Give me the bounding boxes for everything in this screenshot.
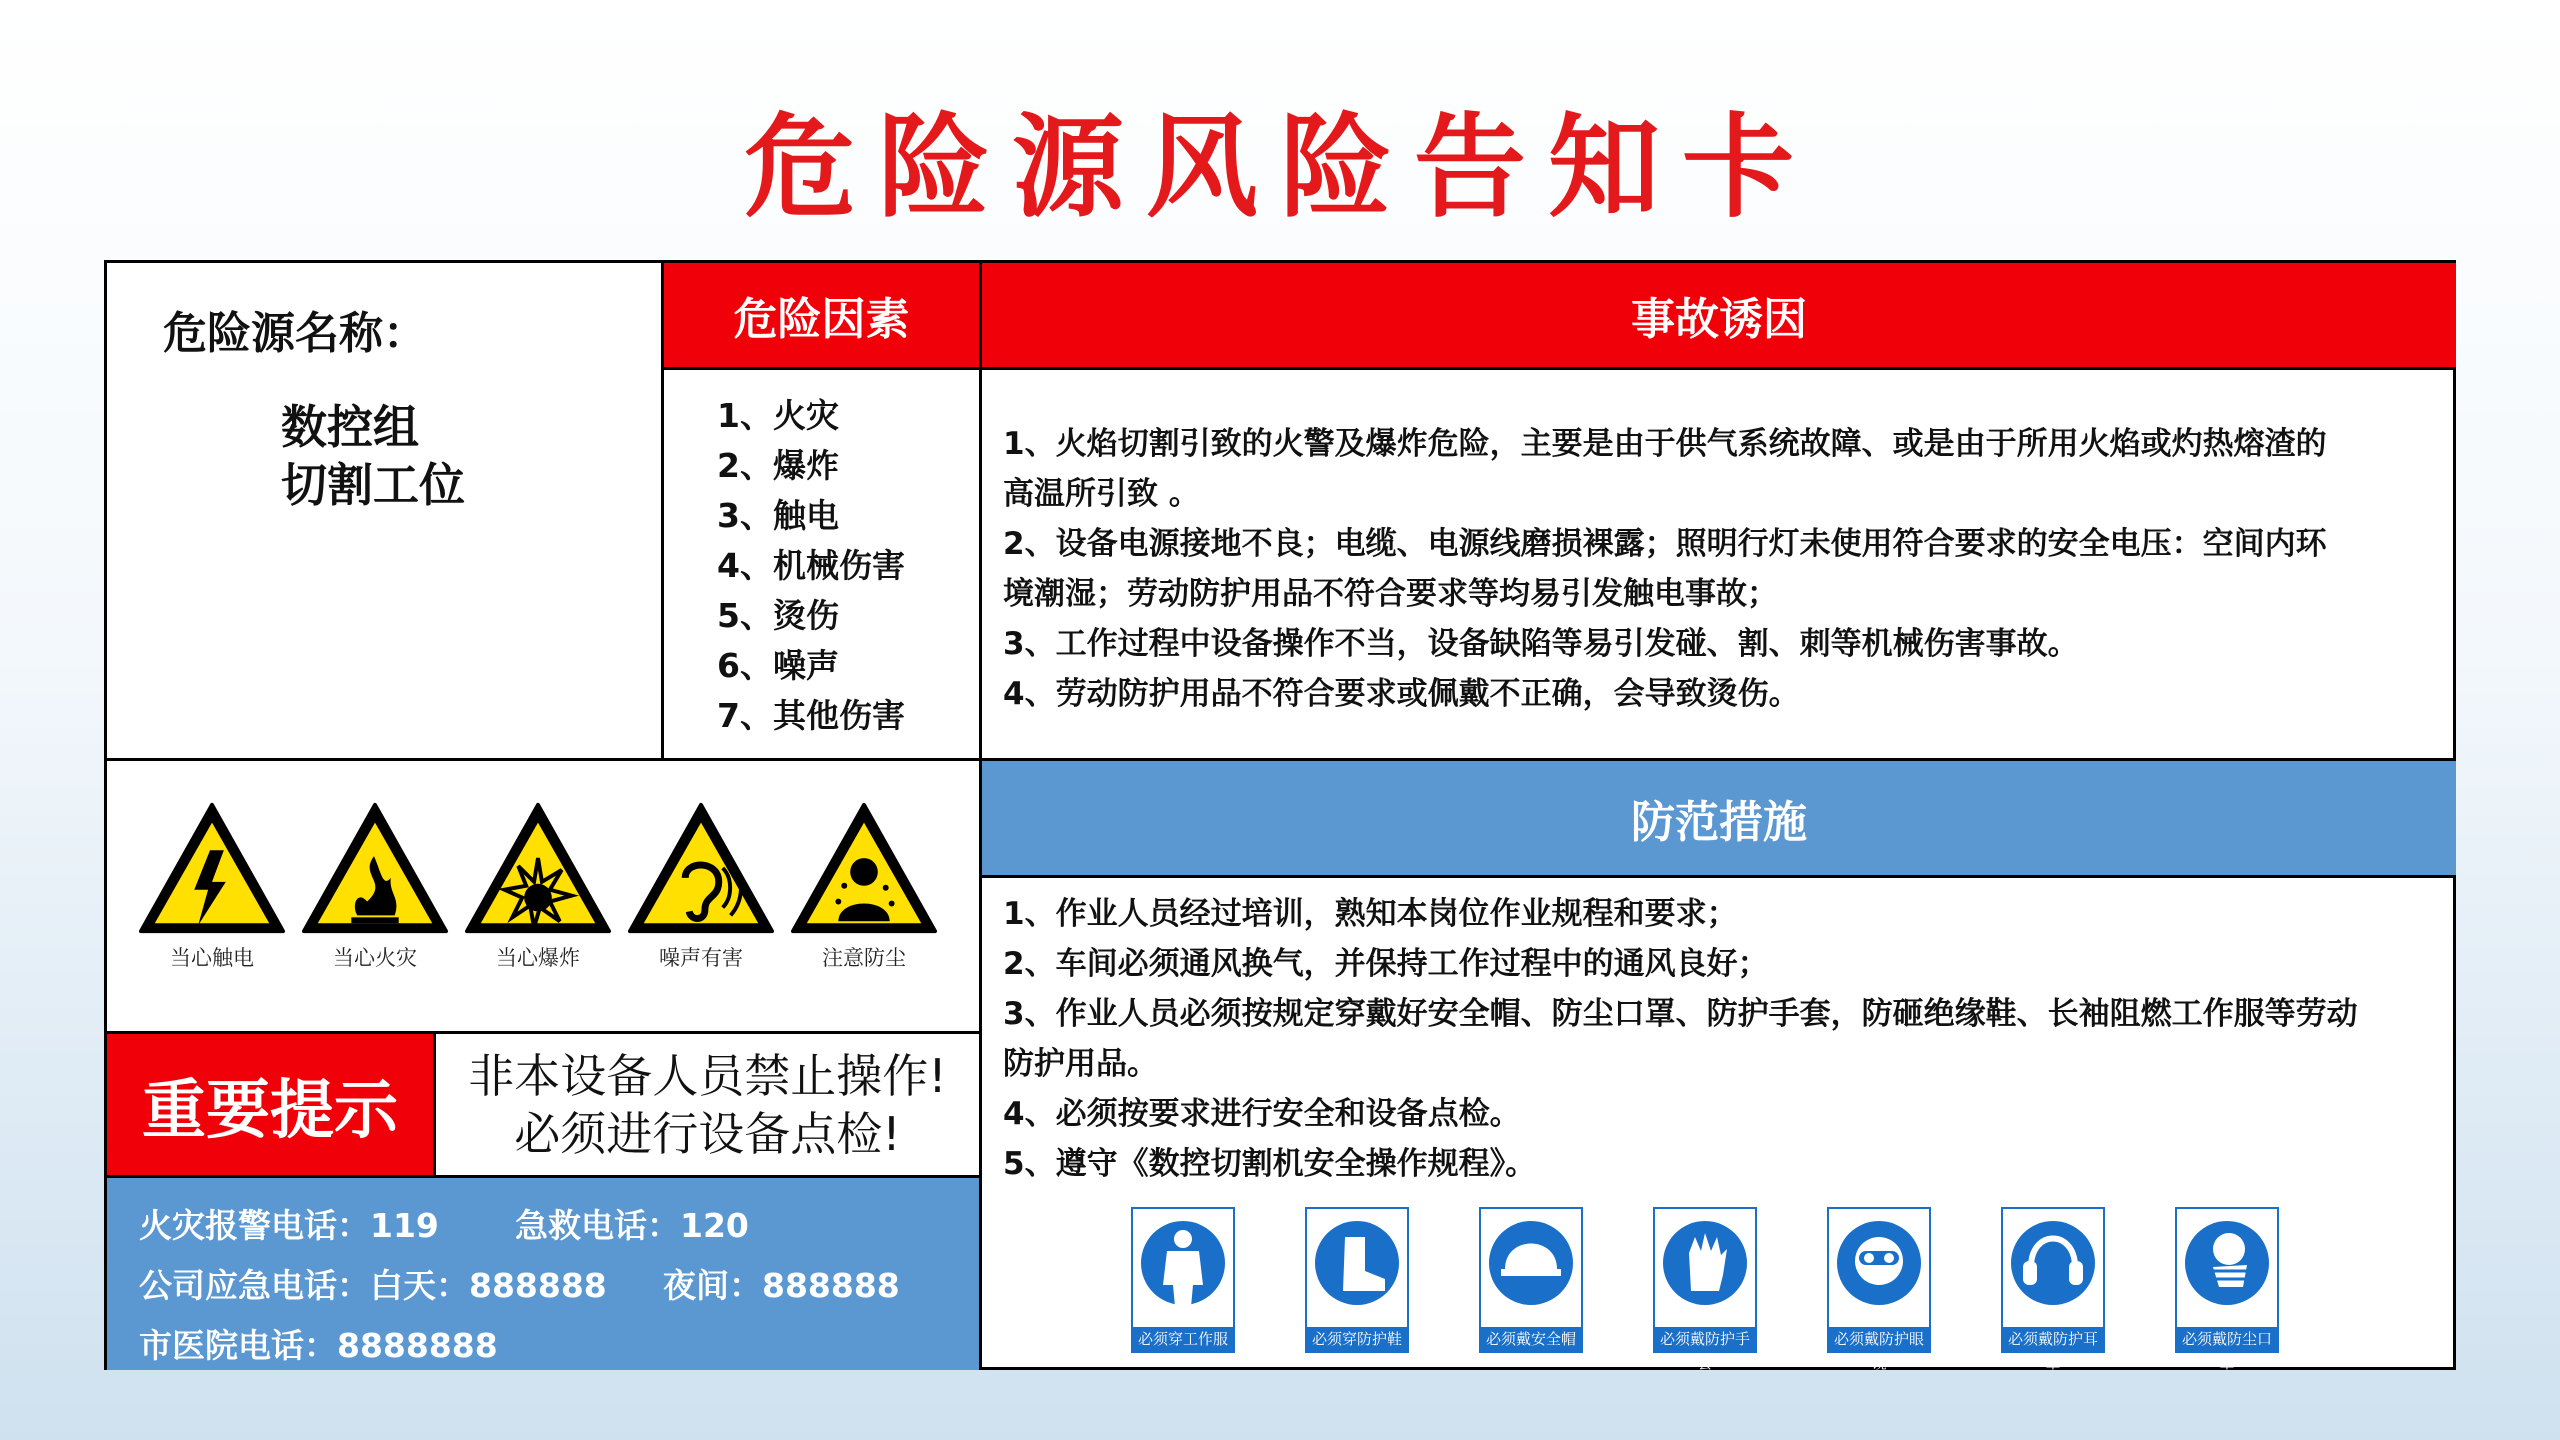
warning-sign-caption: 噪声有害 (659, 946, 743, 970)
text-line: 4、必须按要求进行安全和设备点检。 (1003, 1096, 1521, 1132)
hazard-source-name-line: 切割工位 (281, 458, 465, 512)
text-line: 3、触电 (717, 496, 839, 535)
contact-label: 公司应急电话： (139, 1266, 370, 1305)
contact-number: 8888888 (337, 1326, 498, 1365)
fire-icon (300, 798, 450, 938)
dust-icon (789, 798, 939, 938)
text-line: 4、劳动防护用品不符合要求或佩戴不正确，会导致烫伤。 (1003, 676, 1800, 712)
text-line: 6、噪声 (717, 646, 839, 685)
divider (661, 367, 2456, 370)
text-line: 5、遵守《数控切割机安全操作规程》。 (1003, 1146, 1537, 1182)
mandatory-sign-caption: 必须戴安全帽 (1481, 1327, 1581, 1351)
warning-sign-caption: 注意防尘 (822, 946, 906, 970)
warning-sign-caption: 当心火灾 (333, 946, 417, 970)
electric-shock-icon (137, 798, 287, 938)
notice-line: 必须进行设备点检! (514, 1106, 901, 1161)
text-line: 1、火灾 (717, 396, 839, 435)
text-line: 2、设备电源接地不良；电缆、电源线磨损裸露；照明行灯未使用符合要求的安全电压：空间内环 (1003, 526, 2327, 562)
company-emergency-phone (139, 1260, 607, 1307)
risk-factors-list (717, 391, 905, 741)
text-line: 7、其他伤害 (717, 696, 905, 735)
notice-line: 非本设备人员禁止操作! (468, 1048, 947, 1103)
prevention-text (1003, 889, 2443, 1189)
contacts-panel (107, 1178, 979, 1370)
hazard-source-label: 危险源名称： (163, 308, 427, 359)
contact-label: 火灾报警电话： (139, 1206, 370, 1245)
contact-label: 急救电话： (515, 1206, 680, 1245)
mandatory-sign (1827, 1207, 1931, 1372)
text-line: 1、火焰切割引致的火警及爆炸危险，主要是由于供气系统故障、或是由于所用火焰或灼热熔渣的 (1003, 426, 2327, 462)
mandatory-sign-caption: 必须戴防尘口罩 (2177, 1327, 2277, 1351)
contact-label: 夜间： (663, 1266, 762, 1305)
mandatory-sign (1305, 1207, 1409, 1353)
page-title: 危险源风险告知卡 (744, 103, 1816, 233)
text-line: 防护用品。 (1003, 1046, 1158, 1082)
contact-label: 白天： (370, 1266, 469, 1305)
safety-helmet-icon (1487, 1215, 1575, 1311)
contact-number: 120 (680, 1206, 749, 1245)
mandatory-sign (2001, 1207, 2105, 1372)
important-notice-text (436, 1034, 979, 1175)
text-line: 1、作业人员经过培训，熟知本岗位作业规程和要求； (1003, 896, 1738, 932)
contact-number: 888888 (762, 1266, 900, 1305)
warning-sign (626, 798, 776, 972)
hospital-phone (139, 1320, 498, 1367)
mandatory-sign (1653, 1207, 1757, 1372)
contact-number: 119 (370, 1206, 439, 1245)
text-line: 2、爆炸 (717, 446, 839, 485)
contact-number: 888888 (469, 1266, 607, 1305)
divider (979, 875, 2456, 878)
hazard-source-name (281, 398, 465, 514)
mandatory-sign-caption: 必须穿工作服 (1133, 1327, 1233, 1351)
protective-gloves-icon (1661, 1215, 1749, 1311)
contact-label: 市医院电话： (139, 1326, 337, 1365)
important-notice-label: 重要提示 (107, 1034, 433, 1175)
accident-causes-text (1003, 419, 2443, 719)
warning-sign (300, 798, 450, 972)
mandatory-sign (2175, 1207, 2279, 1372)
mandatory-signs-row (1131, 1207, 2371, 1372)
risk-card (104, 260, 2456, 1370)
warning-sign-caption: 当心触电 (170, 946, 254, 970)
mandatory-sign-caption: 必须穿防护鞋 (1307, 1327, 1407, 1351)
text-line: 5、烫伤 (717, 596, 839, 635)
hazard-source-name-line: 数控组 (281, 400, 419, 454)
noise-icon (626, 798, 776, 938)
mandatory-sign-caption: 必须戴防护耳罩 (2003, 1327, 2103, 1351)
risk-factors-header: 危险因素 (664, 263, 979, 367)
dust-mask-icon (2183, 1215, 2271, 1311)
mandatory-sign (1479, 1207, 1583, 1353)
text-line: 3、工作过程中设备操作不当，设备缺陷等易引发碰、割、刺等机械伤害事故。 (1003, 626, 2079, 662)
prevention-header: 防范措施 (982, 761, 2456, 875)
warning-sign (137, 798, 287, 972)
protective-boots-icon (1313, 1215, 1401, 1311)
mandatory-sign-caption: 必须戴防护眼镜 (1829, 1327, 1929, 1351)
warning-signs-row (137, 798, 967, 1008)
text-line: 3、作业人员必须按规定穿戴好安全帽、防尘口罩、防护手套，防砸绝缘鞋、长袖阻燃工作服等劳动 (1003, 996, 2358, 1032)
accident-causes-header: 事故诱因 (982, 263, 2456, 367)
text-line: 境潮湿；劳动防护用品不符合要求等均易引发触电事故； (1003, 576, 1778, 612)
work-clothes-icon (1139, 1215, 1227, 1311)
explosion-icon (463, 798, 613, 938)
emergency-phone (515, 1200, 749, 1247)
warning-sign-caption: 当心爆炸 (496, 946, 580, 970)
warning-sign (463, 798, 613, 972)
protective-goggles-icon (1835, 1215, 1923, 1311)
mandatory-sign (1131, 1207, 1235, 1353)
ear-muffs-icon (2009, 1215, 2097, 1311)
mandatory-sign-caption: 必须戴防护手套 (1655, 1327, 1755, 1351)
warning-sign (789, 798, 939, 972)
text-line: 4、机械伤害 (717, 546, 905, 585)
fire-alarm-phone (139, 1200, 439, 1247)
night-phone (663, 1260, 900, 1307)
text-line: 2、车间必须通风换气，并保持工作过程中的通风良好； (1003, 946, 1769, 982)
text-line: 高温所引致 。 (1003, 476, 1200, 512)
